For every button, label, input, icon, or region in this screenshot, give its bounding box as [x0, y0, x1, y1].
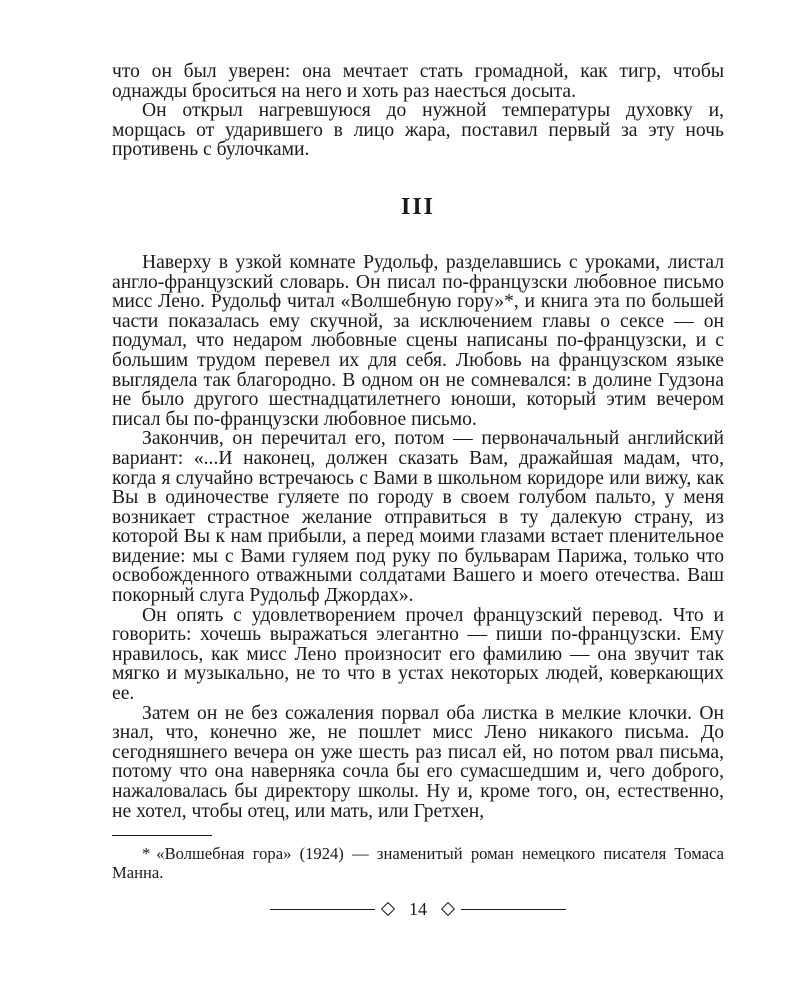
footnote-divider [112, 835, 212, 836]
folio-line-right [461, 909, 566, 910]
page-body [112, 62, 724, 882]
page-number: 14 [409, 899, 427, 919]
footnote-marker: * [142, 844, 151, 864]
paragraph-6: Затем он не без сожаления порвал оба листка в мелкие клочки. Он знал, что, конечно же, не пошлет мисс Лено никакого письма. До сегодняшнего вечера он уже шесть раз писал ей, но потом рвал письма, потому что она наверняка сочла бы его сумасшедшим и, чего доброго, нажаловалась бы директору школы. Ну и, кроме того, он, естественно, не хотел, чтобы отец, или мать, или Гретхен, [112, 702, 724, 822]
diamond-ornament-left-icon [381, 902, 395, 916]
footnote-text: «Волшебная гора» (1924) — знаменитый роман немецкого писателя Томаса Манна. [112, 844, 724, 883]
paragraph-3: Наверху в узкой комнате Рудольф, разделавшись с уроками, листал англо-французский словарь. Он писал по-французски любовное письмо мисс Лено. Рудольф читал «Волшебную гору»*, и книга эта по большей части показалась ему скучной, за исключением главы о сексе — он подумал, что недаром любовные сцены написаны по-французски, и с большим трудом перевел их для себя. Любовь на французском языке выглядела так благородно. В одном он не сомневался: в долине Гудзона не было другого шестнадцатилетнего юноши, который этим вечером писал бы по-французски любовное письмо. [112, 251, 724, 430]
paragraph-1: что он был уверен: она мечтает стать громадной, как тигр, чтобы однажды броситься на него и хоть раз наесться досыта. [112, 61, 724, 102]
paragraph-4: Закончив, он перечитал его, потом — первоначальный английский вариант: «...И наконец, должен сказать Вам, дражайшая мадам, что, когда я случайно встречаюсь с Вами в школьном коридоре или вижу, как Вы в одиночестве гуляете по городу в своем голубом пальто, у меня возникает страстное желание отправиться в ту далекую страну, из которой Вы к нам прибыли, а перед моими глазами встает пленительное видение: мы с Вами гуляем под руку по бульварам Парижа, только что освобожденного отважными солдатами Вашего и моего отечества. Ваш покорный слуга Рудольф Джордах». [112, 428, 724, 607]
chapter-heading: III [400, 193, 436, 220]
footnote [112, 844, 724, 882]
paragraph-2: Он открыл нагревшуюся до нужной температуры духовку и, морщась от ударившего в лицо жара, поставил первый за эту ночь противень с булочками. [112, 100, 724, 161]
paragraph-5: Он опять с удовлетворением прочел французский перевод. Что и говорить: хочешь выражаться элегантно — пиши по-французски. Ему нравилось, как мисс Лено произносит его фамилию — она звучит так мягко и музыкально, не то что в устах некоторых людей, коверкающих ее. [112, 604, 724, 705]
page-folio [112, 897, 724, 921]
folio-line-left [270, 909, 375, 910]
diamond-ornament-right-icon [441, 902, 455, 916]
